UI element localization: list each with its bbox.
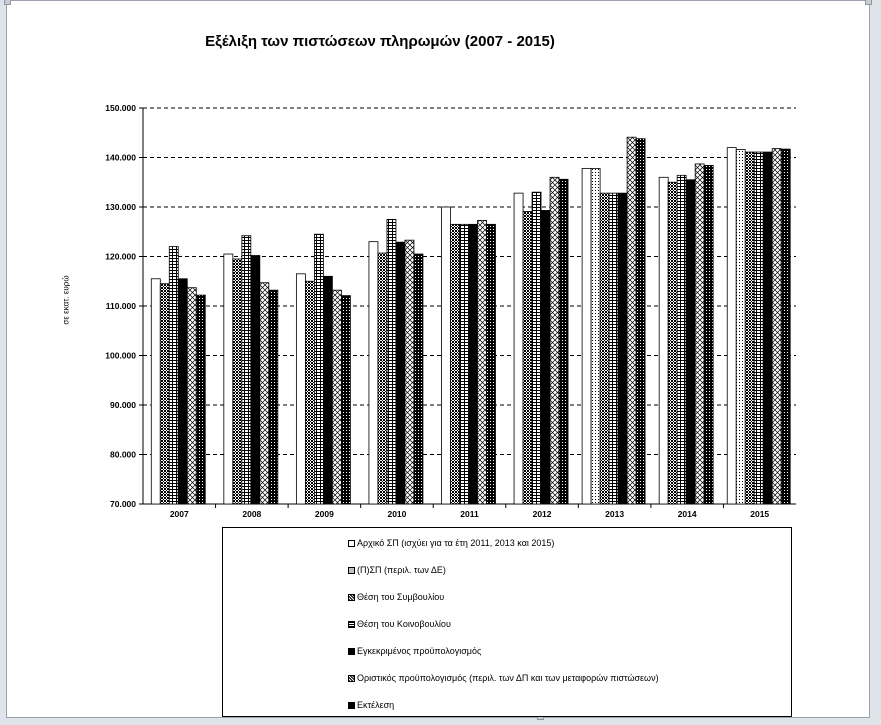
y-tick-label: 70.000	[110, 499, 136, 509]
bar-2014-series-5[interactable]	[686, 180, 695, 504]
bar-2013-series-1[interactable]	[582, 168, 591, 504]
bar-2011-series-7[interactable]	[487, 224, 496, 504]
bar-2015-series-4[interactable]	[754, 152, 763, 504]
bar-2007-series-6[interactable]	[187, 288, 196, 504]
x-tick-label: 2007	[169, 509, 189, 519]
bar-2015-series-6[interactable]	[772, 149, 781, 504]
legend-item[interactable]	[348, 592, 444, 602]
x-tick-label: 2014	[677, 509, 697, 519]
y-tick-label: 80.000	[110, 449, 136, 460]
legend-swatch	[348, 675, 355, 682]
bar-2009-series-4[interactable]	[314, 234, 323, 504]
legend-swatch	[348, 594, 355, 601]
y-tick-label: 120.000	[105, 251, 136, 262]
bar-2012-series-7[interactable]	[559, 179, 568, 504]
bar-2013-series-7[interactable]	[636, 139, 645, 504]
legend-label: Θέση του Συμβουλίου	[357, 592, 445, 602]
bar-2007-series-1[interactable]	[151, 279, 160, 504]
bar-2015-series-5[interactable]	[763, 152, 772, 504]
legend-item[interactable]	[348, 538, 554, 548]
y-tick-label: 150.000	[105, 103, 136, 113]
legend-item[interactable]	[348, 565, 446, 575]
bar-2009-series-5[interactable]	[323, 276, 332, 504]
bar-2007-series-5[interactable]	[178, 279, 187, 504]
bar-2014-series-6[interactable]	[695, 164, 704, 504]
bar-2008-series-5[interactable]	[251, 256, 260, 504]
bar-2008-series-7[interactable]	[269, 290, 278, 504]
bar-2007-series-7[interactable]	[196, 295, 205, 504]
bar-2013-series-5[interactable]	[618, 193, 627, 504]
bar-2014-series-7[interactable]	[704, 165, 713, 504]
bar-2010-series-7[interactable]	[414, 254, 423, 504]
legend[interactable]	[222, 527, 792, 717]
bar-2008-series-3[interactable]	[233, 259, 242, 504]
bar-2011-series-5[interactable]	[469, 224, 478, 504]
bar-2011-series-3[interactable]	[451, 224, 460, 504]
bar-2013-series-3[interactable]	[600, 193, 609, 504]
bar-2009-series-7[interactable]	[341, 296, 350, 504]
bar-2007-series-3[interactable]	[160, 284, 169, 504]
bar-2008-series-4[interactable]	[242, 236, 251, 504]
chart-title: Εξέλιξη των πιστώσεων πληρωμών (2007 - 2015)	[205, 33, 555, 50]
y-axis-label: σε εκατ. ευρώ	[61, 275, 71, 325]
legend-swatch	[348, 567, 355, 574]
bar-2012-series-1[interactable]	[514, 193, 523, 504]
x-tick-label: 2015	[750, 509, 770, 519]
legend-swatch	[348, 702, 355, 709]
x-tick-label: 2010	[387, 509, 407, 519]
bar-2008-series-6[interactable]	[260, 283, 269, 504]
legend-label: (Π)ΣΠ (περιλ. των ΔΕ)	[357, 565, 446, 575]
legend-swatch	[348, 540, 355, 547]
bar-2009-series-6[interactable]	[332, 290, 341, 504]
bar-2014-series-1[interactable]	[659, 177, 668, 504]
x-tick-label: 2008	[242, 509, 262, 519]
x-tick-label: 2012	[532, 509, 552, 519]
legend-swatch	[348, 648, 355, 655]
legend-item[interactable]	[348, 700, 394, 710]
bar-2010-series-6[interactable]	[405, 240, 414, 504]
y-tick-label: 140.000	[105, 152, 136, 163]
y-tick-label: 130.000	[105, 202, 136, 212]
bar-2012-series-6[interactable]	[550, 177, 559, 504]
bar-2007-series-4[interactable]	[169, 247, 178, 504]
bar-2012-series-4[interactable]	[532, 192, 541, 504]
x-tick-label: 2013	[605, 509, 625, 519]
bar-2012-series-3[interactable]	[523, 211, 532, 504]
bar-2015-series-7[interactable]	[781, 149, 790, 504]
legend-swatch	[348, 621, 355, 628]
bar-2012-series-5[interactable]	[541, 210, 550, 504]
legend-item[interactable]	[348, 673, 659, 683]
x-tick-label: 2011	[460, 509, 479, 519]
bar-2014-series-3[interactable]	[668, 182, 677, 504]
legend-item[interactable]	[348, 619, 451, 629]
legend-label: Θέση του Κοινοβουλίου	[357, 619, 451, 629]
legend-label: Αρχικό ΣΠ (ισχύει για τα έτη 2011, 2013 και 2015)	[357, 538, 555, 548]
x-tick-label: 2009	[314, 509, 334, 519]
bar-2015-series-1[interactable]	[727, 148, 736, 504]
y-tick-label: 100.000	[105, 350, 136, 361]
bar-2015-series-2[interactable]	[736, 150, 745, 504]
bar-2009-series-3[interactable]	[305, 281, 314, 504]
y-tick-label: 90.000	[110, 400, 136, 410]
bar-2008-series-1[interactable]	[224, 254, 233, 504]
bar-2010-series-3[interactable]	[378, 253, 387, 504]
legend-label: Οριστικός προϋπολογισμός (περιλ. των ΔΠ και των μεταφορών πιστώσεων)	[357, 673, 659, 683]
bar-2011-series-6[interactable]	[478, 220, 487, 504]
bar-2011-series-1[interactable]	[442, 207, 451, 504]
legend-label: Εγκεκριμένος προϋπολογισμός	[357, 646, 482, 656]
bar-2011-series-4[interactable]	[460, 224, 469, 504]
y-tick-label: 110.000	[105, 301, 136, 311]
bar-2010-series-1[interactable]	[369, 242, 378, 504]
bar-2013-series-2[interactable]	[591, 168, 600, 504]
bar-2009-series-1[interactable]	[296, 274, 305, 504]
legend-item[interactable]	[348, 646, 481, 656]
bar-2013-series-6[interactable]	[627, 137, 636, 504]
bar-2015-series-3[interactable]	[745, 152, 754, 504]
bar-2014-series-4[interactable]	[677, 175, 686, 504]
bar-2010-series-5[interactable]	[396, 242, 405, 504]
bar-2013-series-4[interactable]	[609, 193, 618, 504]
legend-label: Εκτέλεση	[357, 700, 395, 710]
bar-2010-series-4[interactable]	[387, 219, 396, 504]
